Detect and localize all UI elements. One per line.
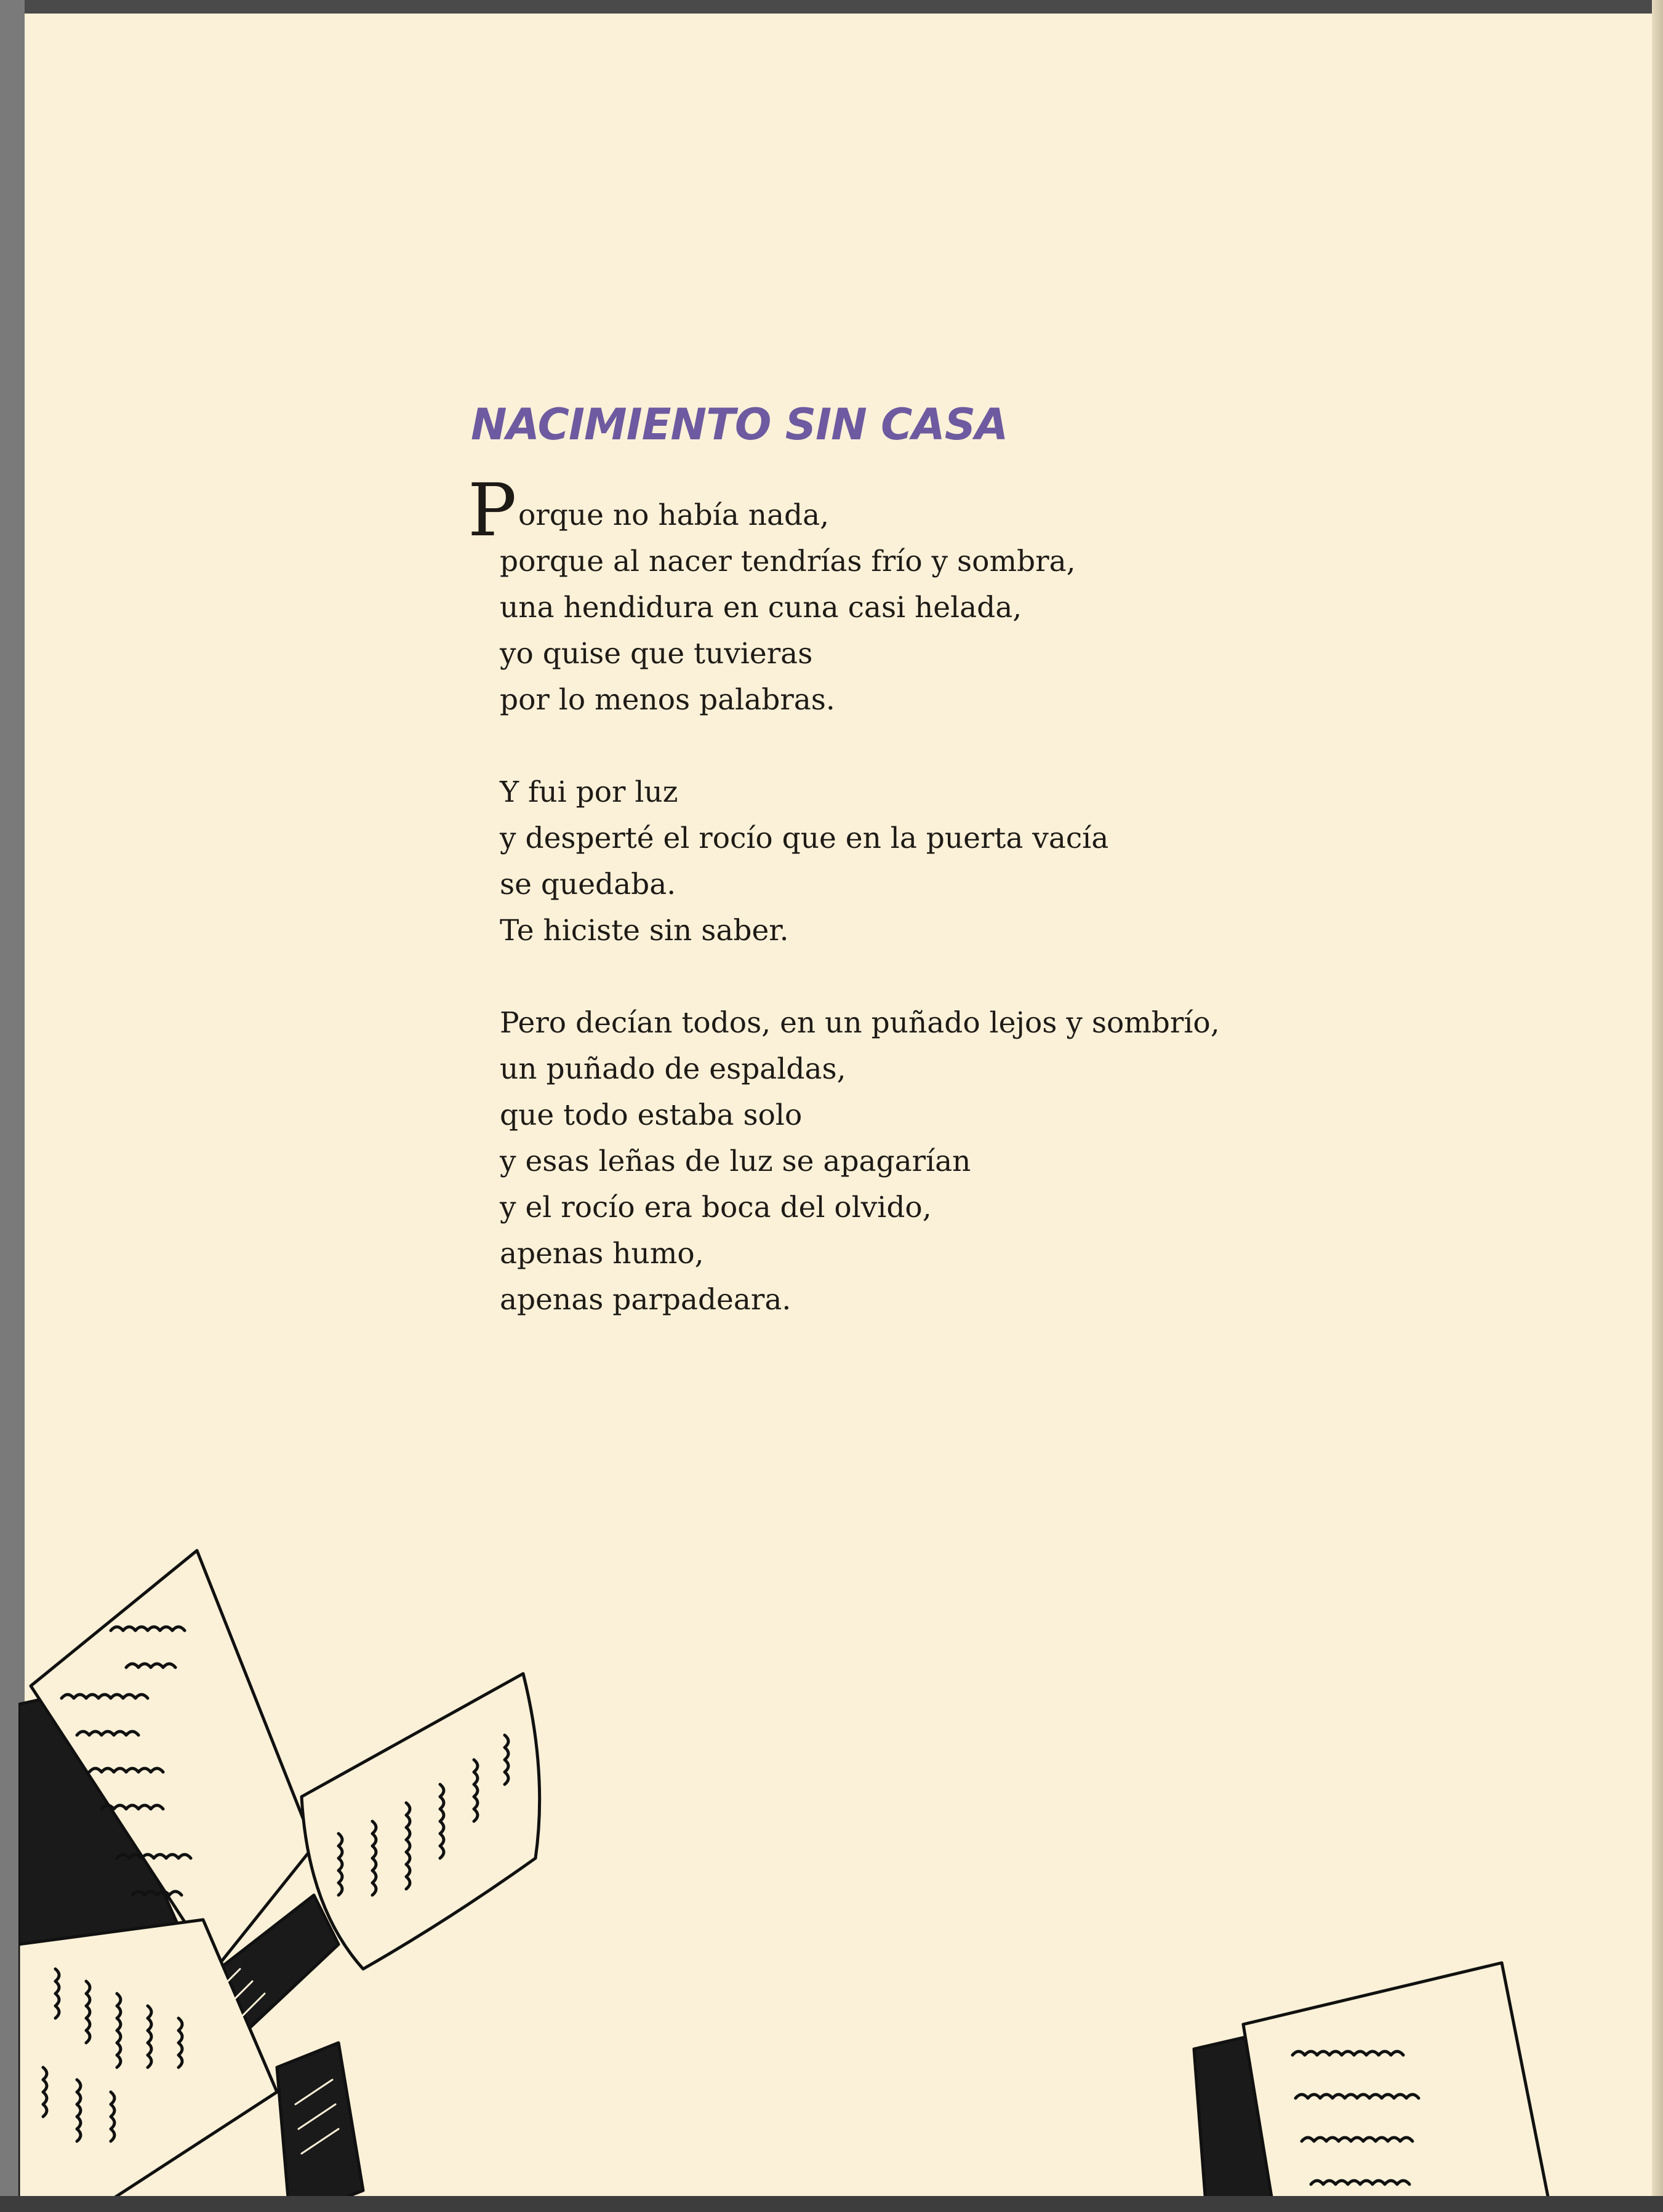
stanza-break	[500, 954, 1300, 1000]
poem-line: Te hiciste sin saber.	[500, 914, 789, 948]
page-edge	[1652, 0, 1663, 2212]
poem-body	[500, 492, 1300, 1323]
poem-line: y el rocío era boca del olvido,	[500, 1191, 932, 1224]
scattered-papers-illustration-right	[1182, 1938, 1576, 2212]
page-bottom-edge	[0, 2196, 1663, 2212]
poem-line: que todo estaba solo	[500, 1098, 803, 1132]
poem-line: una hendidura en cuna casi helada,	[500, 591, 1022, 625]
poem-line: porque al nacer tendrías frío y sombra,	[500, 545, 1076, 578]
poem-line-placeholder	[500, 492, 1300, 538]
stanza-break	[500, 723, 1300, 769]
poem-line: yo quise que tuvieras	[500, 637, 813, 671]
poem-line: por lo menos palabras.	[500, 683, 835, 717]
poem-line: Pero decían todos, en un puñado lejos y sombrío,	[500, 1006, 1220, 1040]
poem-line: apenas parpadeara.	[500, 1283, 791, 1317]
drop-cap: P	[468, 468, 517, 553]
poem-first-line: orque no había nada,	[518, 498, 830, 532]
poem-line: un puñado de espaldas,	[500, 1052, 846, 1086]
poem-title: NACIMIENTO SIN CASA	[471, 399, 1008, 450]
poem-line: apenas humo,	[500, 1237, 704, 1271]
poem-line: y esas leñas de luz se apagarían	[500, 1144, 971, 1178]
poem-line: y desperté el rocío que en la puerta vacía	[500, 821, 1109, 855]
scattered-papers-illustration-left	[18, 1514, 572, 2212]
poem-line: se quedaba.	[500, 868, 676, 901]
poem-line: Y fui por luz	[500, 775, 678, 809]
